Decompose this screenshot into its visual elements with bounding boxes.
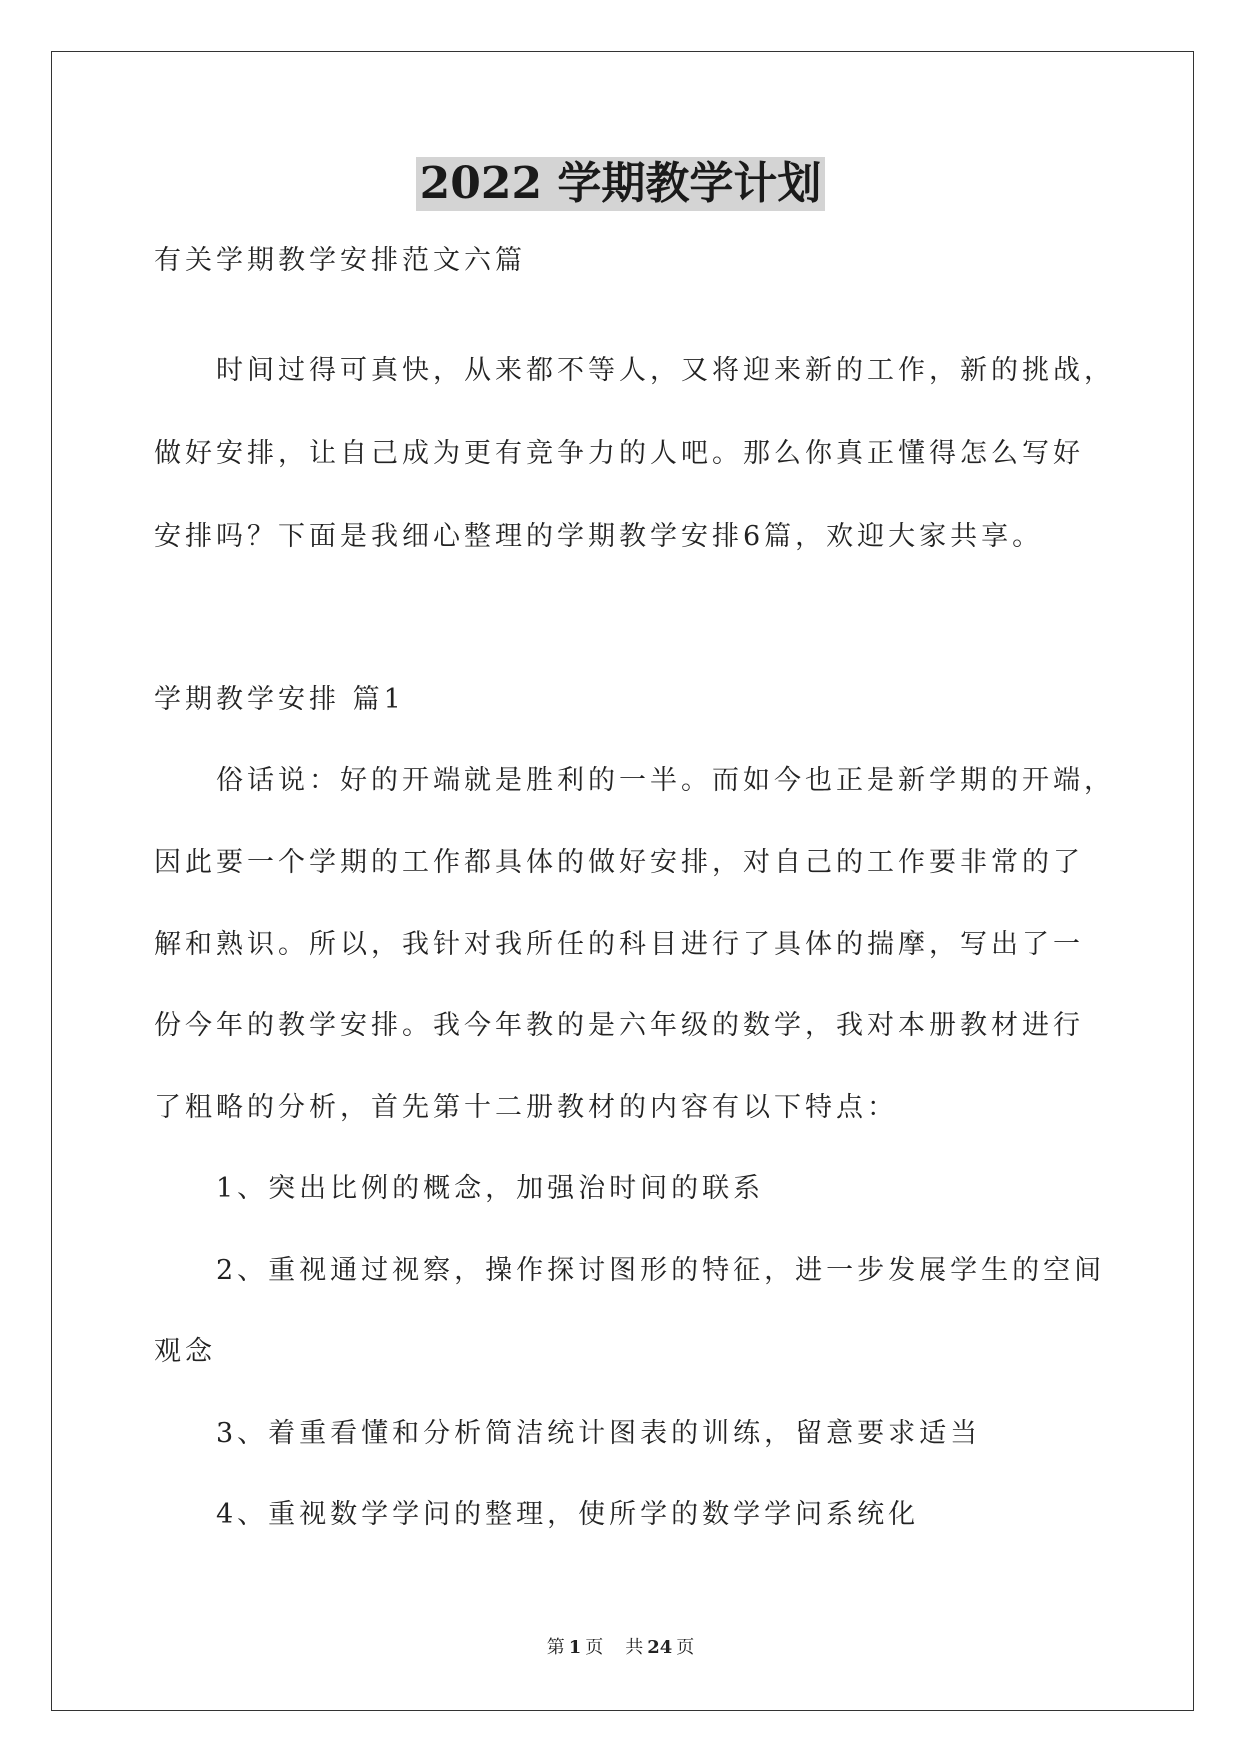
- intro-line: 安排吗？下面是我细心整理的学期教学安排6篇，欢迎大家共享。: [154, 521, 1044, 552]
- section-line: 份今年的教学安排。我今年教的是六年级的数学，我对本册教材进行: [154, 1010, 1084, 1041]
- section-line: 解和熟识。所以，我针对我所任的科目进行了具体的揣摩，写出了一: [154, 929, 1084, 960]
- document-title: 2022 学期教学计划: [416, 157, 826, 211]
- list-item: 1、突出比例的概念，加强治时间的联系: [216, 1173, 765, 1204]
- page-footer: [0, 1636, 1241, 1660]
- section-line: 了粗略的分析，首先第十二册教材的内容有以下特点：: [154, 1092, 898, 1123]
- list-item-continuation: 观念: [154, 1336, 216, 1367]
- intro-line: 时间过得可真快，从来都不等人，又将迎来新的工作，新的挑战，: [216, 355, 1115, 386]
- section-line: 因此要一个学期的工作都具体的做好安排，对自己的工作要非常的了: [154, 847, 1084, 878]
- page-suffix: 页: [585, 1637, 604, 1658]
- document-subtitle: 有关学期教学安排范文六篇: [154, 245, 526, 276]
- list-item: 2、重视通过视察，操作探讨图形的特征，进一步发展学生的空间: [216, 1255, 1106, 1286]
- page-number: 1: [568, 1637, 582, 1658]
- section-heading: 学期教学安排 篇1: [154, 684, 405, 715]
- page-prefix: 第: [546, 1637, 565, 1658]
- list-item: 3、着重看懂和分析简洁统计图表的训练，留意要求适当: [216, 1418, 982, 1449]
- total-pages: 24: [647, 1637, 673, 1658]
- total-prefix: 共: [625, 1637, 644, 1658]
- list-item: 4、重视数学学问的整理，使所学的数学学问系统化: [216, 1499, 920, 1530]
- total-suffix: 页: [676, 1637, 695, 1658]
- title-container: [0, 157, 1241, 211]
- intro-line: 做好安排，让自己成为更有竞争力的人吧。那么你真正懂得怎么写好: [154, 438, 1084, 469]
- section-line: 俗话说：好的开端就是胜利的一半。而如今也正是新学期的开端，: [216, 765, 1115, 796]
